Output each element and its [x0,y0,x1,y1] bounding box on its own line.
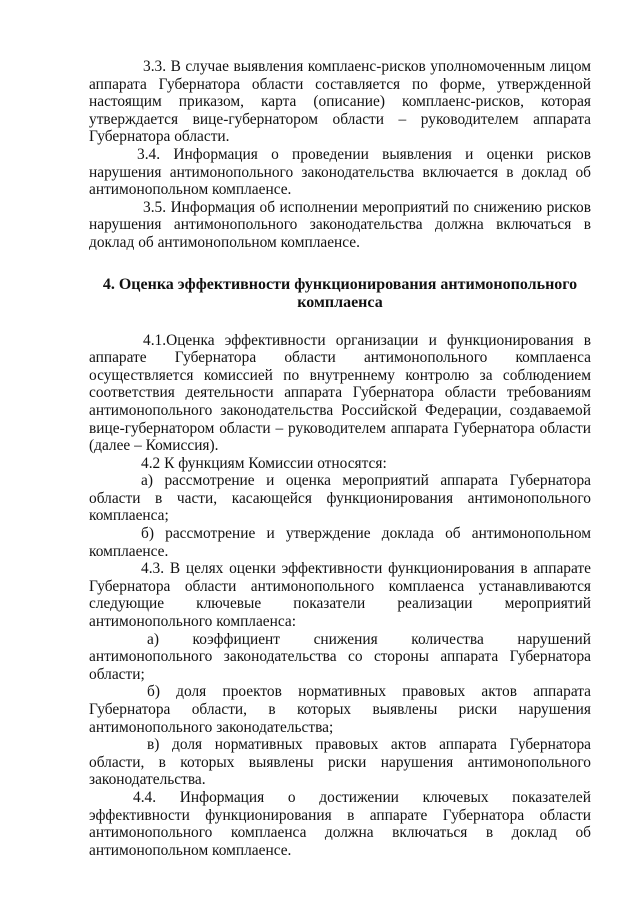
list-item-4-3-a: а) коэффициент снижения количества нарушений антимонопольного законодательства со стороны аппарата Губернатора области; [89,630,591,683]
list-item-4-3-c: в) доля нормативных правовых актов аппарата Губернатора области, в которых выявлены риски нарушения антимонопольного законодательства. [89,736,591,789]
section-heading: 4. Оценка эффективности функционирования антимонопольного комплаенса [102,275,578,311]
paragraph-4-1: 4.1.Оценка эффективности организации и функционирования в аппарате Губернатора области антимонопольного комплаенса осуществляется комиссией по внутреннему контролю за соблюдением соответствия деятельности аппарата Губернатора области требованиям антимонопольного законодательства Российской Федерации, создаваемой вице-губернатором области – руководителем аппарата Губернатора области (далее – Комиссия). [89,331,591,455]
paragraph-4-4: 4.4. Информация о достижении ключевых показателей эффективности функционирования в аппарате Губернатора области антимонопольного комплаенса должна включаться в доклад об антимонопольном комплаенсе. [89,788,591,859]
document-page [89,58,591,859]
paragraph-3-3: 3.3. В случае выявления комплаенс-рисков уполномоченным лицом аппарата Губернатора области составляется по форме, утвержденной настоящим приказом, карта (описание) комплаенс-рисков, которая утверждается вице-губернатором области – руководителем аппарата Губернатора области. [89,58,591,146]
list-item-4-3-b: б) доля проектов нормативных правовых актов аппарата Губернатора области, в которых выявлены риски нарушения антимонопольного законодательства; [89,683,591,736]
list-item-4-2-b: б) рассмотрение и утверждение доклада об антимонопольном комплаенсе. [89,525,591,560]
paragraph-4-2: 4.2 К функциям Комиссии относятся: [141,454,387,472]
list-item-4-2-a: а) рассмотрение и оценка мероприятий аппарата Губернатора области в части, касающейся функционирования антимонопольного комплаенса; [89,472,591,525]
paragraph-3-5: 3.5. Информация об исполнении мероприятий по снижению рисков нарушения антимонопольного законодательства должна включаться в доклад об антимонопольном комплаенсе. [89,198,591,251]
paragraph-3-4: 3.4. Информация о проведении выявления и оценки рисков нарушения антимонопольного законодательства включается в доклад об антимонопольном комплаенсе. [89,145,591,199]
paragraph-4-3: 4.3. В целях оценки эффективности функционирования в аппарате Губернатора области антимонопольного комплаенса устанавливаются следующие ключевые показатели реализации мероприятий антимонопольного комплаенса: [89,560,591,631]
